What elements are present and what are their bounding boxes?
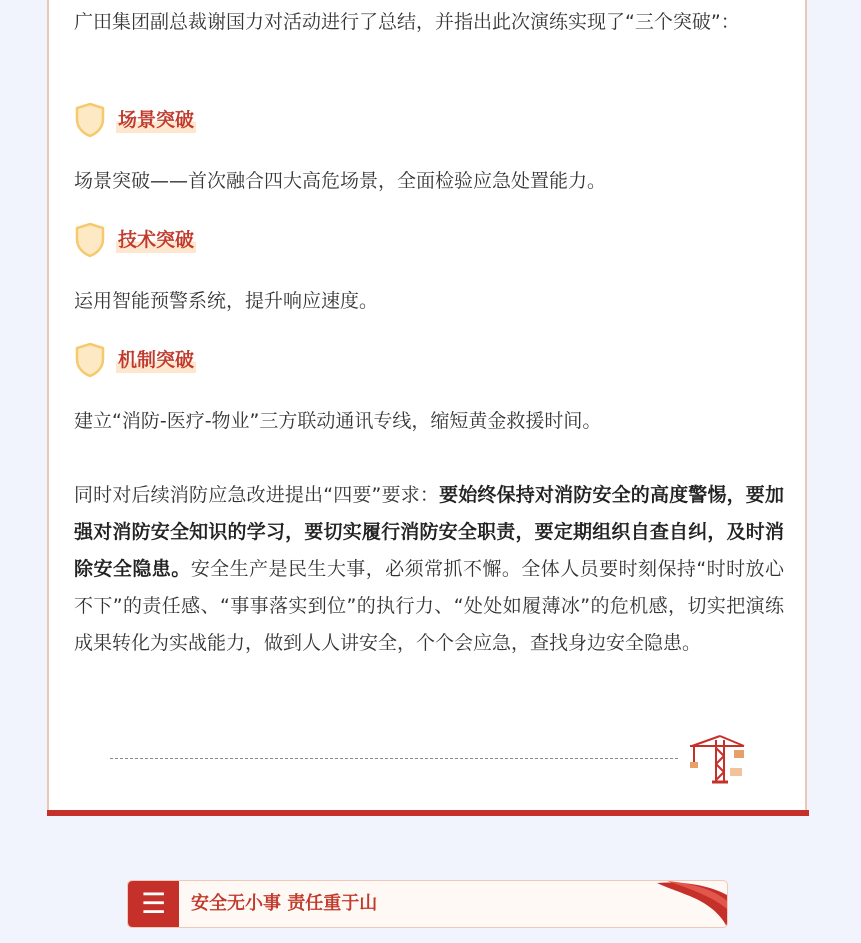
summary-rest: 安全生产是民生大事，必须常抓不懈。全体人员要时刻保持“时时放心不下”的责任感、“事事落实到位”的执行力、“处处如履薄冰”的危机感，切实把演练成果转化为实战能力，做到人人讲安全，个个会应急，查找身边安全隐患。	[74, 558, 784, 654]
intro-paragraph: 广田集团副总裁谢国力对活动进行了总结，并指出此次演练实现了“三个突破”：	[74, 11, 740, 33]
shield-icon	[74, 342, 106, 378]
dashed-divider	[110, 758, 678, 759]
shield-icon	[74, 222, 106, 258]
ribbon-icon	[657, 881, 727, 927]
banner-title: 安全无小事 责任重于山	[191, 893, 378, 914]
shield-icon	[74, 102, 106, 138]
breakthrough-desc-tech: 运用智能预警系统，提升响应速度。	[74, 290, 379, 312]
breakthrough-heading-mechanism	[74, 340, 196, 380]
heading-label: 机制突破	[118, 349, 195, 371]
heading-label: 技术突破	[118, 229, 195, 251]
summary-requirements: 要始终保持对消防安全的高度警惕，要加强对消防安全知识的学习，要切实履行消防安全职责，要定期组织自查自纠，及时消除安全隐患。	[74, 484, 784, 580]
menu-icon: ☰	[128, 881, 179, 927]
summary-lead: 同时对后续消防应急改进提出“四要”要求：	[74, 484, 440, 506]
breakthrough-desc-scene: 场景突破——首次融合四大高危场景，全面检验应急处置能力。	[74, 170, 607, 192]
breakthrough-heading-scene	[74, 100, 196, 140]
breakthrough-heading-tech	[74, 220, 196, 260]
crane-icon	[686, 734, 748, 784]
card-bottom-bar	[47, 810, 809, 816]
section-banner	[127, 880, 728, 928]
summary-paragraph	[74, 477, 784, 662]
breakthrough-desc-mechanism: 建立“消防-医疗-物业”三方联动通讯专线，缩短黄金救援时间。	[74, 410, 602, 432]
heading-label: 场景突破	[118, 109, 195, 131]
